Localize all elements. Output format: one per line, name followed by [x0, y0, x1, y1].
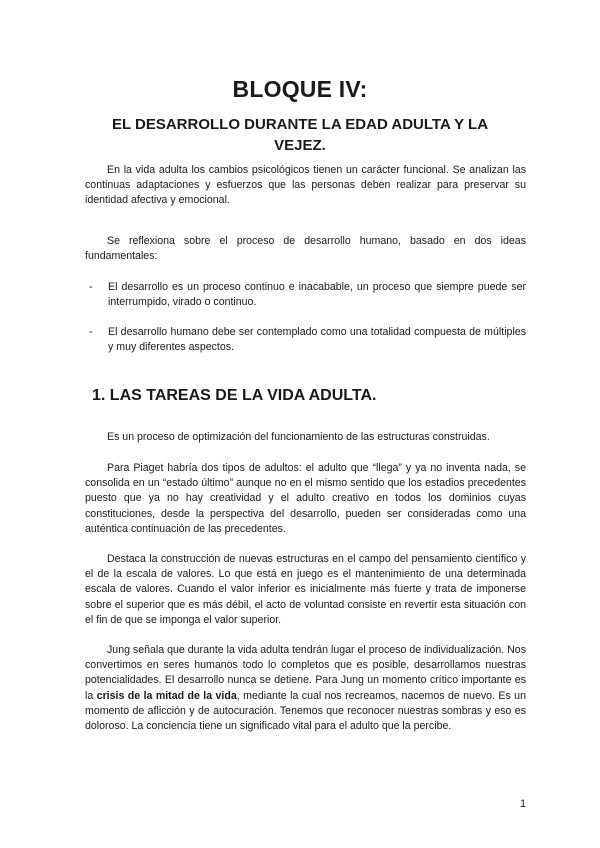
section-paragraph-1: Es un proceso de optimización del funcionamiento de las estructuras construidas.	[107, 431, 490, 443]
list-item	[89, 280, 526, 310]
page-title: BLOQUE IV:	[232, 76, 368, 102]
list-item	[89, 325, 526, 355]
jung-paragraph	[85, 643, 526, 734]
jung-bold-term: crisis de la mitad de la vida	[96, 689, 237, 702]
intro-paragraph-2: Se reflexiona sobre el proceso de desarrollo humano, basado en dos ideas fundamentales:	[85, 235, 526, 263]
section-paragraph-3: Destaca la construcción de nuevas estructuras en el campo del pensamiento científico y el de la escala de valores. Lo que está en juego es el mantenimiento de una determinada escala de valores. Cuando el valor inferior es inicialmente más fuerte y trata de imponerse sobre el superior que es más débil, el acto de voluntad consiste en revertir esta situación con el fin de que se imponga el valor superior.	[85, 553, 526, 626]
section-paragraph-2: Para Piaget habría dos tipos de adultos: el adulto que “llega” y ya no inventa nada, se consolida en un “estado último” aunque no en el mismo sentido que los estadios precedentes puesto que ya no hay creatividad y el adulto creativo en todos los dominios cuyas constituciones, desde la perspectiva del desarrollo, pueden ser consideradas como una auténtica continuación de las precedentes.	[85, 462, 526, 535]
intro-paragraph-1: En la vida adulta los cambios psicológicos tienen un carácter funcional. Se analizan las continuas adaptaciones y esfuerzos que las personas deben realizar para preservar su identidad afectiva y emocional.	[85, 164, 526, 207]
page-number: 1	[520, 798, 527, 810]
jung-text-start: Jung señala que durante la vida adulta tendrán lugar el proceso de individualización. Nos convertimos en seres humanos todo lo completos que es posible, desarrollamos nuestras potencialidades. El desarrollo nunca se detiene. Para Jung un momento crítico importante es la	[85, 644, 526, 702]
bullet-text: El desarrollo es un proceso continuo e inacabable, un proceso que siempre puede ser interrumpido, virado o continuo.	[108, 281, 526, 309]
jung-text-end: , mediante la cual nos recreamos, nacemos de nuevo. Es un momento de aflicción y de autocuración. Tenemos que reconocer nuestras sombras y eso es doloroso. La conciencia tiene un significado vital para el adulto que la percibe.	[85, 689, 526, 733]
bullet-text: El desarrollo humano debe ser contemplado como una totalidad compuesta de múltiples y muy diferentes aspectos.	[108, 326, 526, 354]
bullet-marker: -	[89, 326, 93, 338]
section-heading: 1. LAS TAREAS DE LA VIDA ADULTA.	[92, 387, 377, 404]
page-subtitle: EL DESARROLLO DURANTE LA EDAD ADULTA Y LA VEJEZ.	[111, 116, 489, 154]
bullet-marker: -	[89, 281, 93, 293]
